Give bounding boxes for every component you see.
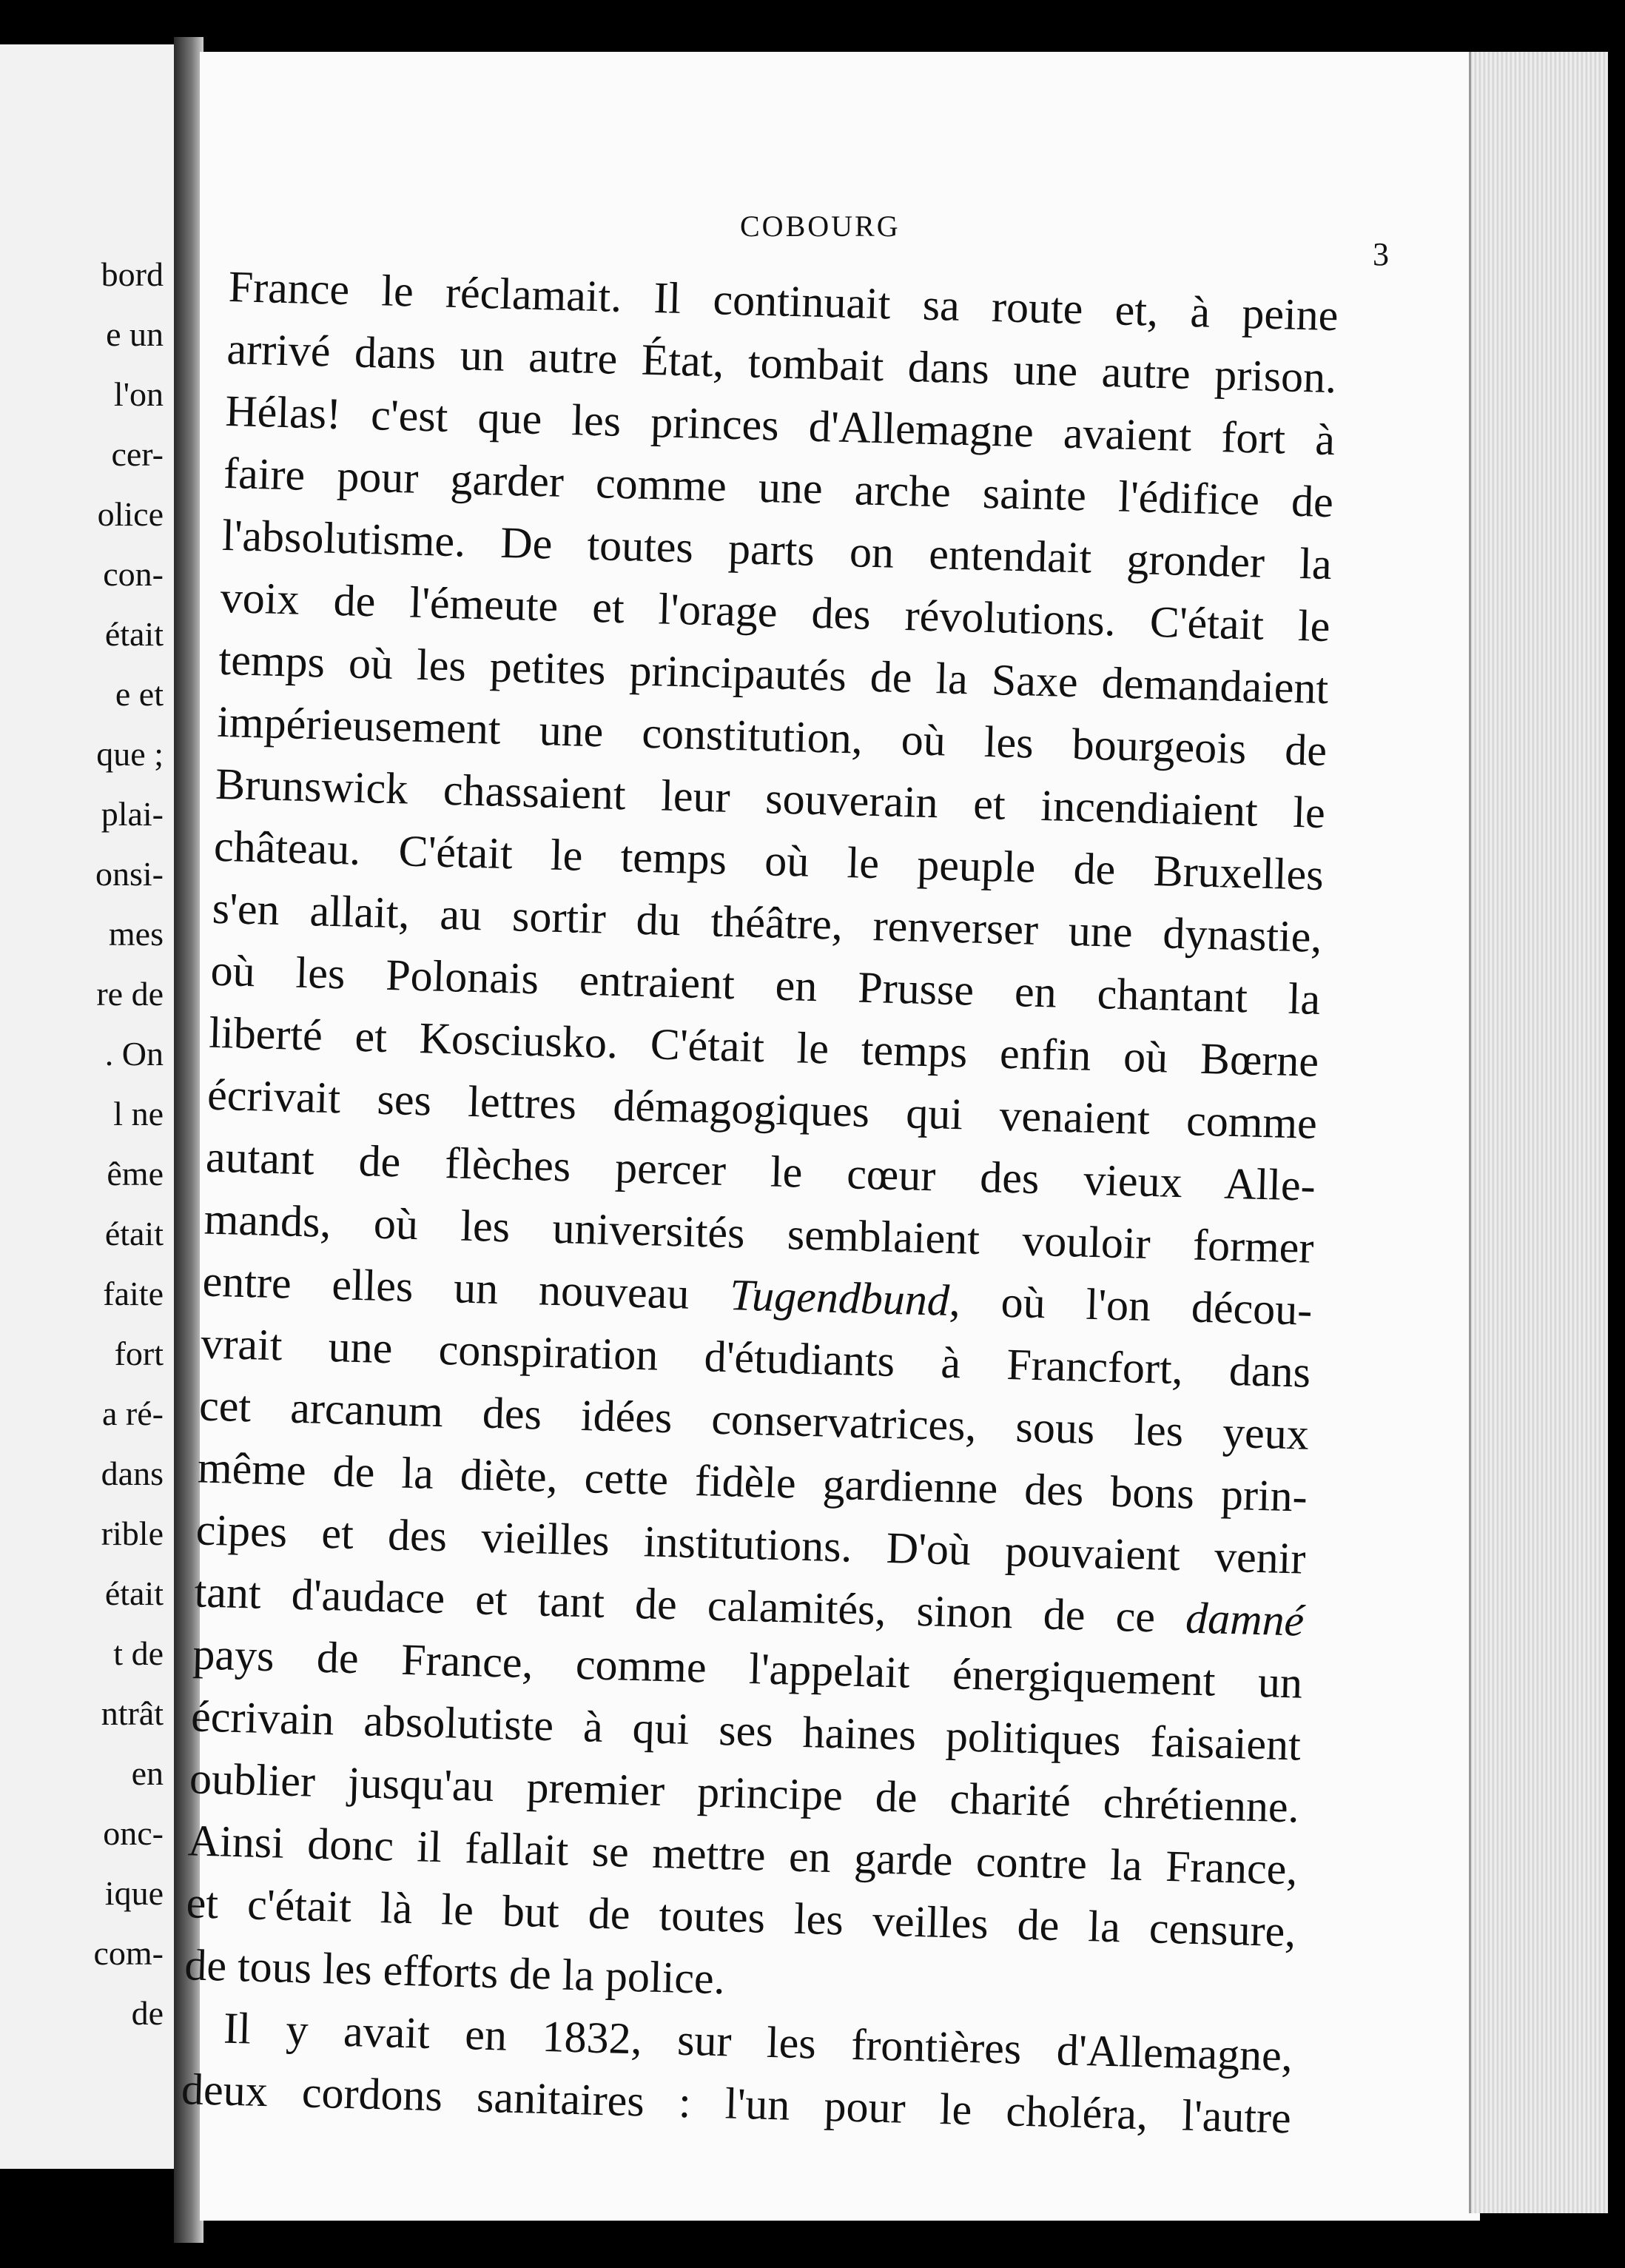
text-line: château. C'était le temps où le peuple de Bruxelles [213,821,1325,899]
text-line: l'absolutisme. De toutes parts on entendait gronder la [221,510,1333,589]
text-segment: , où l'on décou- [949,1275,1313,1335]
left-line: ême [107,1155,164,1192]
text-line: temps où les petites principautés de la Saxe demandaient [218,634,1330,714]
left-line: fort [114,1335,164,1372]
left-line: de [131,1994,164,2032]
left-line: onsi- [95,855,164,893]
left-line: onc- [103,1814,164,1852]
left-line: re de [96,975,164,1013]
text-line: et c'était là le but de toutes les veilles de la censure, [185,1878,1297,1956]
text-line: où les Polonais entraient en Prusse en chantant la [209,945,1322,1024]
left-line: e un [106,315,164,353]
left-line: bord [101,255,164,293]
left-line: cer- [111,435,164,473]
left-line: en [131,1754,164,1792]
left-line: était [104,1574,164,1612]
page-edge [1469,52,1608,2213]
left-line: con- [103,555,164,593]
left-line: ntrât [101,1694,164,1732]
text-line: Hélas! c'est que les princes d'Allemagne avaient fort à [224,386,1336,465]
text-line: de tous les efforts de la police. [184,1940,726,2004]
text-line: écrivain absolutiste à qui ses haines politiques faisaient [190,1691,1302,1770]
left-line: dans [101,1455,164,1492]
text-line: autant de flèches percer le cœur des vieux Alle- [205,1132,1316,1210]
text-segment: tant d'audace et tant de calamités, sinon de ce [193,1567,1187,1643]
left-line: e et [115,675,164,713]
text-line: cet arcanum des idées conservatrices, sous les yeux [198,1380,1310,1459]
text-line: même de la diète, cette fidèle gardienne des bons prin- [197,1443,1308,1521]
left-line: . On [104,1035,164,1073]
left-page [0,44,177,2169]
text-line: Ainsi donc il fallait se mettre en garde contre la France, [187,1816,1299,1894]
text-line: vrait une conspiration d'étudiants à Francfort, dans [200,1318,1311,1397]
left-line: était [104,1215,164,1252]
left-line: com- [93,1934,164,1972]
body-text [181,255,1339,2149]
left-line: l'on [113,375,164,413]
left-line: olice [97,495,164,533]
text-line: impérieusement une constitution, où les bourgeois de [216,697,1328,776]
text-line: Brunswick chassaient leur souverain et incendiaient le [215,759,1326,838]
text-line: deux cordons sanitaires : l'un pour le choléra, l'autre [181,2064,1292,2143]
left-line: l ne [113,1095,164,1133]
text-line: oublier jusqu'au premier principe de charité chrétienne. [189,1754,1300,1832]
left-line: mes [108,915,164,953]
text-segment: entre elles un nouveau [201,1256,731,1320]
text-line: France le réclamait. Il continuait sa route et, à peine [228,261,1339,340]
running-head: COBOURG [740,209,901,243]
left-line: ique [104,1874,164,1912]
text-line: Il y avait en 1832, sur les frontières d'Allemagne, [223,2003,1293,2081]
text-line: voix de l'émeute et l'orage des révolutions. C'était le [220,572,1331,651]
left-line: a ré- [102,1395,164,1432]
text-line: mands, où les universités semblaient vouloir former [203,1194,1315,1272]
text-line: liberté et Kosciusko. C'était le temps enfin où Bœrne [208,1007,1319,1086]
page-number: 3 [1373,236,1389,272]
text-line: pays de France, comme l'appelait énergiquement un [192,1629,1303,1708]
italic-term: Tugendbund [729,1270,950,1325]
text-line: cipes et des vieilles institutions. D'où pouvaient venir [195,1505,1307,1583]
left-line: était [104,615,164,653]
text-line: écrivait ses lettres démagogiques qui venaient comme [206,1070,1318,1148]
left-page-text [93,244,164,2043]
text-line: arrivé dans un autre État, tombait dans une autre prison. [226,323,1338,403]
italic-term: damné [1185,1593,1305,1645]
left-line: rible [101,1514,164,1552]
left-line: que ; [96,735,164,773]
text-line: s'en allait, au sortir du théâtre, renverser une dynastie, [212,883,1323,962]
text-line: faire pour garder comme une arche sainte l'édifice de [223,448,1334,527]
left-line: t de [113,1634,164,1672]
left-line: plai- [101,795,164,833]
left-line: faite [103,1275,164,1312]
